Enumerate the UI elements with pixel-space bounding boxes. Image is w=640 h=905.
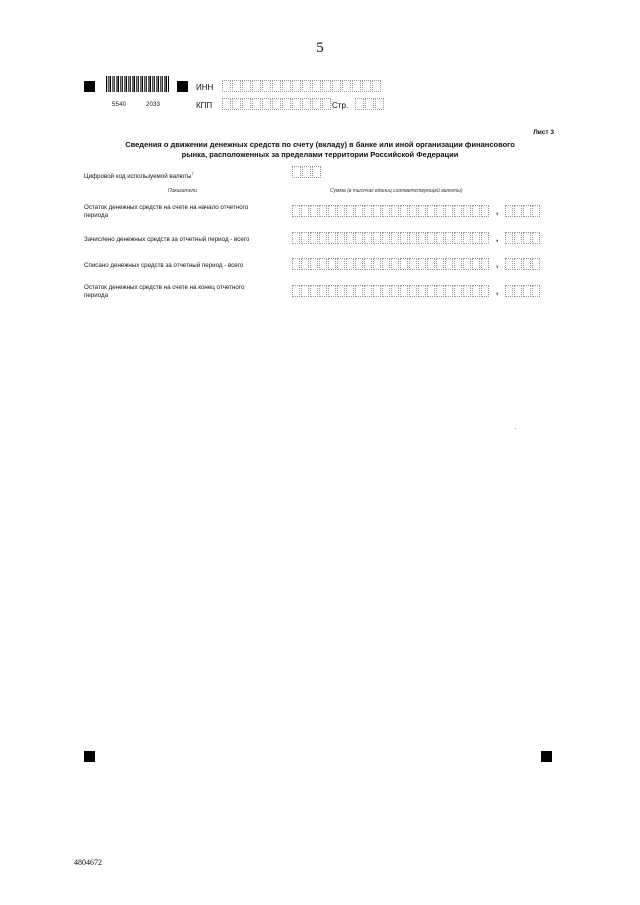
kpp-label: КПП (196, 101, 213, 110)
row-label-opening-balance: Остаток денежных средств на счете на начало отчетного периода (84, 204, 249, 219)
currency-code-label: Цифровой код используемой валюты$^7$ (84, 171, 194, 181)
row-label-credited: Зачислено денежных средств за отчетный период - всего (84, 236, 250, 243)
column-header-indicators: Показатели (168, 188, 197, 194)
decimal-field-credited[interactable] (505, 232, 541, 244)
corner-marker-top-left (84, 81, 95, 92)
decimal-field-debited[interactable] (505, 258, 541, 270)
decimal-field-opening-balance[interactable] (505, 205, 541, 217)
corner-marker-bottom-right (541, 751, 552, 762)
page-number: 5 (316, 40, 324, 56)
corner-marker-top-center (177, 81, 188, 92)
barcode-number-left: 5540 (112, 102, 127, 108)
scan-artifact (515, 428, 516, 429)
corner-marker-bottom-left (84, 751, 95, 762)
decimal-field-closing-balance[interactable] (505, 285, 541, 297)
page-field-label: Стр. (332, 101, 349, 110)
sheet-label: Лист 3 (533, 129, 554, 136)
form-title-line-2: рынка, расположенных за пределами территории Российской Федерации (181, 150, 459, 159)
barcode (106, 76, 170, 100)
inn-field[interactable] (222, 80, 382, 92)
decimal-separator: , (496, 260, 499, 269)
amount-field-closing-balance[interactable] (292, 285, 490, 297)
row-label-closing-balance: Остаток денежных средств на счете на конец отчетного периода (84, 284, 245, 299)
amount-field-opening-balance[interactable] (292, 205, 490, 217)
column-header-amount: Сумма (в тысячах единиц соответствующей валюты) (330, 188, 463, 194)
footnote-marker: 7 (191, 171, 194, 176)
currency-code-field[interactable] (292, 166, 322, 178)
amount-field-credited[interactable] (292, 232, 490, 244)
inn-label: ИНН (196, 83, 214, 92)
form-title-line-1: Сведения о движении денежных средств по счету (вкладу) в банке или иной организации финансового (125, 140, 515, 149)
decimal-separator: , (496, 234, 499, 243)
decimal-separator: , (496, 207, 499, 216)
kpp-field[interactable] (222, 98, 332, 110)
page-field[interactable] (355, 98, 385, 110)
document-id: 4804672 (74, 858, 102, 867)
barcode-number-right: 2033 (146, 102, 161, 108)
amount-field-debited[interactable] (292, 258, 490, 270)
form-title (90, 140, 550, 160)
row-label-debited: Списано денежных средств за отчетный период - всего (84, 262, 244, 269)
decimal-separator: , (496, 287, 499, 296)
